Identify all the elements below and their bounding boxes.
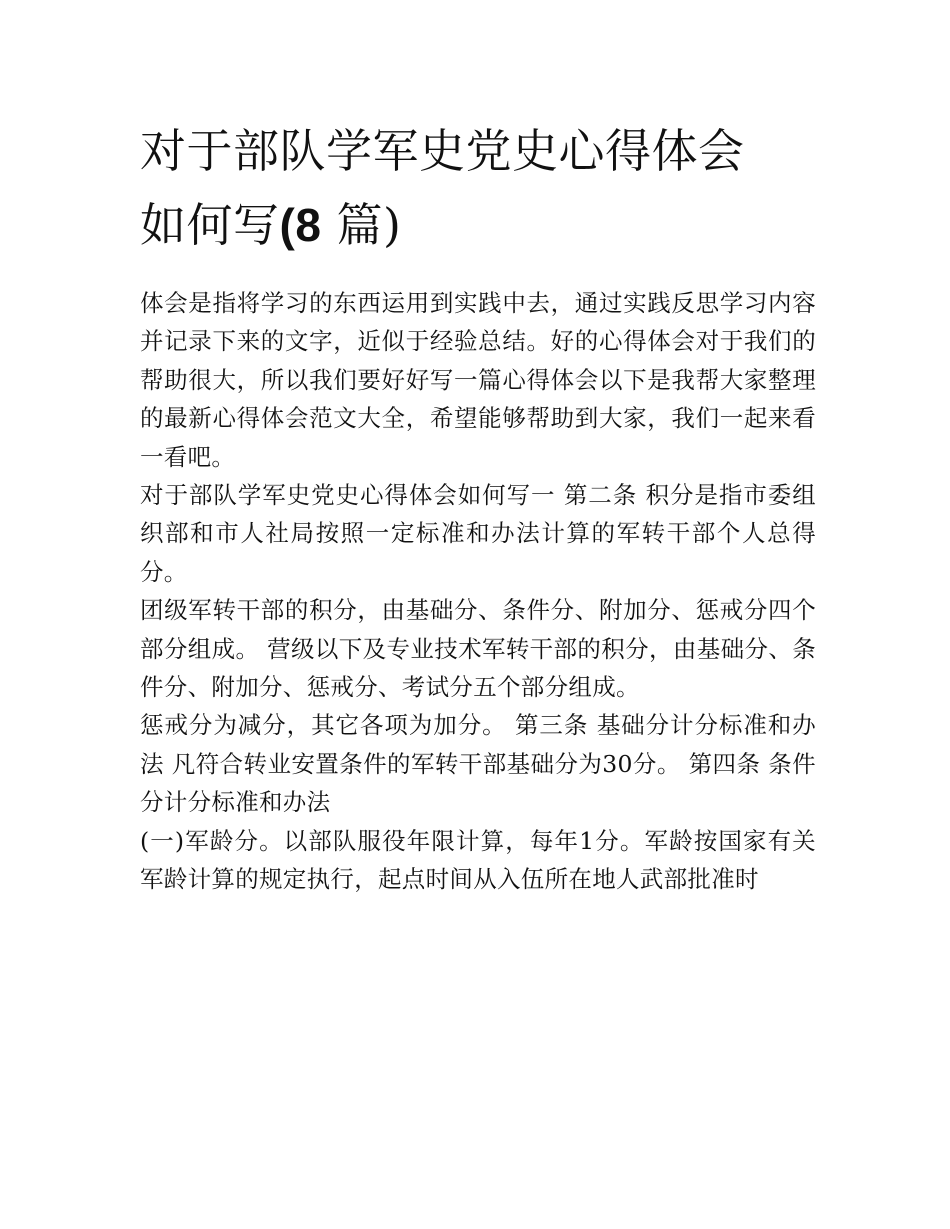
paragraph-military-age: (一)军龄分。以部队服役年限计算，每年1分。军龄按国家有关军龄计算的规定执行，起点时间从入伍所在地人武部批准时: [140, 826, 816, 894]
title-line-2: 如何写(8 篇): [140, 198, 402, 252]
paragraph-article-2: 对于部队学军史党史心得体会如何写一 第二条 积分是指市委组织部和市人社局按照一定标准和办法计算的军转干部个人总得分。: [140, 481, 816, 586]
title-line-1: 对于部队学军史党史心得体会: [140, 124, 745, 178]
paragraph-article-3-4: 惩戒分为减分，其它各项为加分。 第三条 基础分计分标准和办法 凡符合转业安置条件的军转干部基础分为30分。 第四条 条件分计分标准和办法: [140, 711, 816, 817]
paragraph-score-composition: 团级军转干部的积分，由基础分、条件分、附加分、惩戒分四个部分组成。 营级以下及专业技术军转干部的积分，由基础分、条件分、附加分、惩戒分、考试分五个部分组成。: [140, 596, 816, 702]
document-title: [140, 114, 820, 262]
paragraph-intro: 体会是指将学习的东西运用到实践中去，通过实践反思学习内容并记录下来的文字，近似于经验总结。好的心得体会对于我们的帮助很大，所以我们要好好写一篇心得体会以下是我帮大家整理的最新心得体会范文大全，希望能够帮助到大家，我们一起来看一看吧。: [140, 289, 816, 471]
document-body: [140, 284, 816, 899]
